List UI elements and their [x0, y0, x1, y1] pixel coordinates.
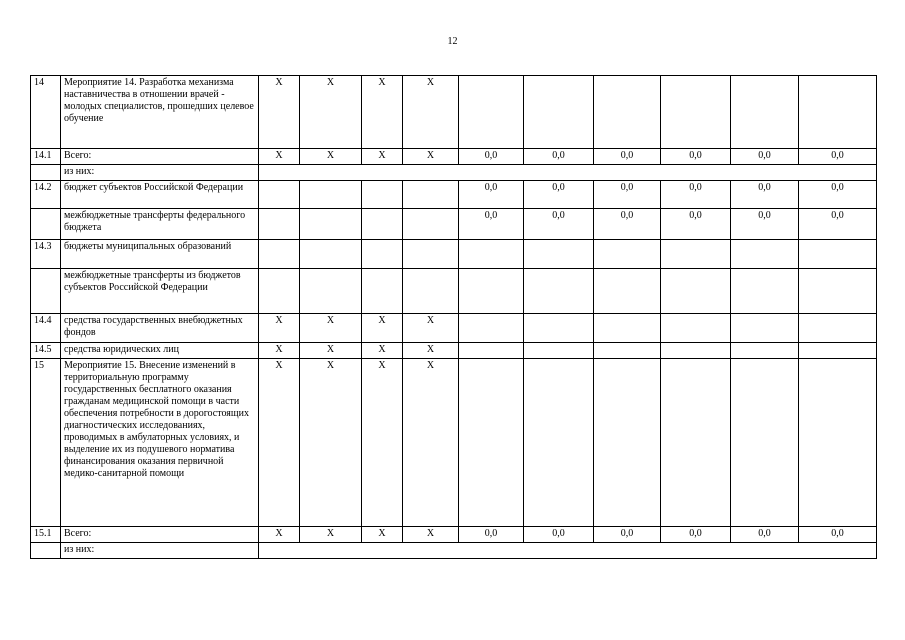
- row-number: 14.3: [31, 240, 61, 269]
- x-cell: [362, 181, 403, 209]
- value-cell: [459, 314, 524, 343]
- value-cell: 0,0: [459, 527, 524, 543]
- value-cell: [524, 343, 594, 359]
- value-cell: 0,0: [661, 527, 731, 543]
- table-row: [31, 543, 877, 559]
- value-cell: [799, 76, 877, 149]
- value-cell: [594, 240, 661, 269]
- value-cell: [799, 314, 877, 343]
- x-cell: X: [259, 314, 300, 343]
- value-cell: 0,0: [731, 149, 799, 165]
- row-name: Мероприятие 14. Разработка механизма наставничества в отношении врачей - молодых специалистов, прошедших целевое обучение: [61, 76, 259, 149]
- value-cell: 0,0: [731, 527, 799, 543]
- table-row: [31, 209, 877, 240]
- value-cell: [459, 359, 524, 527]
- x-cell: [403, 181, 459, 209]
- value-cell: 0,0: [524, 209, 594, 240]
- row-number: 15: [31, 359, 61, 527]
- value-cell: [661, 343, 731, 359]
- value-cell: [661, 359, 731, 527]
- x-cell: [403, 269, 459, 314]
- value-cell: [731, 240, 799, 269]
- value-cell: [594, 314, 661, 343]
- value-cell: [524, 314, 594, 343]
- value-cell: [799, 359, 877, 527]
- value-cell: [799, 269, 877, 314]
- x-cell: X: [259, 76, 300, 149]
- value-cell: [594, 359, 661, 527]
- merged-cell: [259, 165, 877, 181]
- value-cell: [459, 343, 524, 359]
- row-name: межбюджетные трансферты из бюджетов субъектов Российской Федерации: [61, 269, 259, 314]
- page-number: 12: [447, 36, 458, 47]
- row-name: средства государственных внебюджетных фондов: [61, 314, 259, 343]
- x-cell: [300, 209, 362, 240]
- x-cell: [300, 240, 362, 269]
- value-cell: 0,0: [524, 149, 594, 165]
- value-cell: 0,0: [594, 181, 661, 209]
- row-number: 14.4: [31, 314, 61, 343]
- table-row: [31, 181, 877, 209]
- x-cell: X: [403, 149, 459, 165]
- x-cell: X: [362, 343, 403, 359]
- x-cell: X: [403, 76, 459, 149]
- value-cell: [799, 240, 877, 269]
- value-cell: [524, 76, 594, 149]
- table-row: [31, 149, 877, 165]
- x-cell: [362, 240, 403, 269]
- x-cell: X: [259, 359, 300, 527]
- row-name: межбюджетные трансферты федерального бюджета: [61, 209, 259, 240]
- x-cell: X: [403, 527, 459, 543]
- value-cell: 0,0: [661, 149, 731, 165]
- row-name: бюджеты муниципальных образований: [61, 240, 259, 269]
- value-cell: [524, 240, 594, 269]
- value-cell: 0,0: [459, 181, 524, 209]
- x-cell: X: [362, 149, 403, 165]
- x-cell: [403, 209, 459, 240]
- row-name: Мероприятие 15. Внесение изменений в территориальную программу государственных бесплатного оказания гражданам медицинской помощи в части обеспечения потребности в дорогостоящих диагностических исследованиях, проводимых в амбулаторных условиях, и выделение их из подушевого норматива финансирования оказания первичной медико-санитарной помощи: [61, 359, 259, 527]
- x-cell: [259, 181, 300, 209]
- value-cell: 0,0: [731, 209, 799, 240]
- x-cell: X: [300, 149, 362, 165]
- value-cell: 0,0: [594, 209, 661, 240]
- value-cell: [594, 343, 661, 359]
- table-row: [31, 240, 877, 269]
- value-cell: 0,0: [524, 527, 594, 543]
- value-cell: [459, 240, 524, 269]
- value-cell: 0,0: [799, 527, 877, 543]
- x-cell: X: [259, 343, 300, 359]
- x-cell: X: [362, 76, 403, 149]
- value-cell: [731, 359, 799, 527]
- row-number: [31, 209, 61, 240]
- x-cell: X: [300, 314, 362, 343]
- x-cell: [259, 209, 300, 240]
- row-number: 14.1: [31, 149, 61, 165]
- budget-table: [30, 75, 877, 559]
- value-cell: [731, 343, 799, 359]
- value-cell: [731, 76, 799, 149]
- value-cell: 0,0: [799, 149, 877, 165]
- value-cell: 0,0: [524, 181, 594, 209]
- row-number: [31, 269, 61, 314]
- row-number: [31, 543, 61, 559]
- row-name: Всего:: [61, 149, 259, 165]
- x-cell: X: [362, 359, 403, 527]
- row-name: из них:: [61, 543, 259, 559]
- row-number: 14.5: [31, 343, 61, 359]
- value-cell: 0,0: [661, 181, 731, 209]
- value-cell: 0,0: [661, 209, 731, 240]
- x-cell: [259, 240, 300, 269]
- row-name: бюджет субъектов Российской Федерации: [61, 181, 259, 209]
- x-cell: [259, 269, 300, 314]
- table-row: [31, 165, 877, 181]
- value-cell: [594, 269, 661, 314]
- x-cell: X: [362, 314, 403, 343]
- row-number: 15.1: [31, 527, 61, 543]
- row-number: [31, 165, 61, 181]
- x-cell: X: [403, 314, 459, 343]
- value-cell: 0,0: [594, 527, 661, 543]
- x-cell: X: [259, 149, 300, 165]
- value-cell: [459, 269, 524, 314]
- value-cell: [459, 76, 524, 149]
- value-cell: [524, 359, 594, 527]
- value-cell: [661, 76, 731, 149]
- value-cell: [661, 269, 731, 314]
- value-cell: [524, 269, 594, 314]
- value-cell: [731, 269, 799, 314]
- x-cell: X: [300, 76, 362, 149]
- value-cell: [799, 343, 877, 359]
- row-number: 14.2: [31, 181, 61, 209]
- x-cell: X: [300, 343, 362, 359]
- x-cell: X: [403, 359, 459, 527]
- value-cell: 0,0: [459, 209, 524, 240]
- x-cell: X: [300, 359, 362, 527]
- x-cell: X: [403, 343, 459, 359]
- value-cell: 0,0: [799, 181, 877, 209]
- x-cell: X: [259, 527, 300, 543]
- value-cell: [661, 240, 731, 269]
- value-cell: 0,0: [799, 209, 877, 240]
- x-cell: [300, 181, 362, 209]
- table-row: [31, 269, 877, 314]
- table-row: [31, 76, 877, 149]
- x-cell: [362, 209, 403, 240]
- table-row: [31, 527, 877, 543]
- x-cell: [362, 269, 403, 314]
- x-cell: [300, 269, 362, 314]
- row-number: 14: [31, 76, 61, 149]
- x-cell: X: [300, 527, 362, 543]
- value-cell: 0,0: [459, 149, 524, 165]
- row-name: Всего:: [61, 527, 259, 543]
- table-row: [31, 314, 877, 343]
- value-cell: 0,0: [731, 181, 799, 209]
- table-body: [31, 76, 877, 559]
- merged-cell: [259, 543, 877, 559]
- table-row: [31, 359, 877, 527]
- x-cell: [403, 240, 459, 269]
- value-cell: [661, 314, 731, 343]
- row-name: из них:: [61, 165, 259, 181]
- x-cell: X: [362, 527, 403, 543]
- row-name: средства юридических лиц: [61, 343, 259, 359]
- table-row: [31, 343, 877, 359]
- value-cell: [594, 76, 661, 149]
- value-cell: 0,0: [594, 149, 661, 165]
- value-cell: [731, 314, 799, 343]
